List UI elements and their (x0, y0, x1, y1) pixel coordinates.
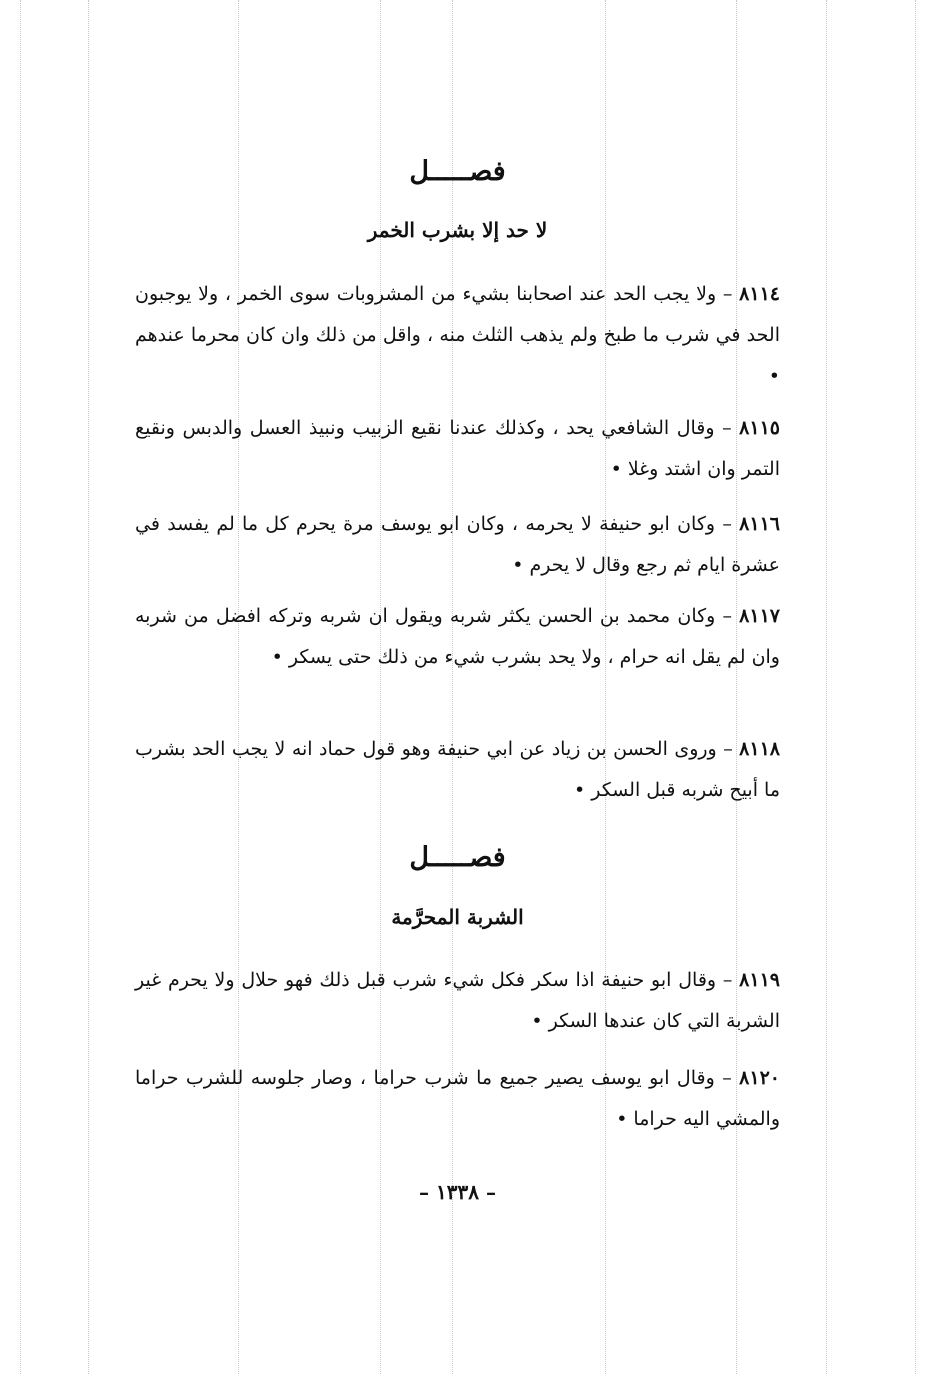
paragraph-text: وكان ابو حنيفة لا يحرمه ، وكان ابو يوسف مرة يحرم كل ما لم يفسد في عشرة ايام ثم رجع وقال لا يحرم • (135, 513, 780, 576)
paragraph-8119: ٨١١٩ – وقال ابو حنيفة اذا سكر فكل شيء شرب قبل ذلك فهو حلال ولا يحرم غير الشربة التي كان عندها السكر • (135, 969, 780, 1032)
paragraph-number: ٨١١٦ (739, 513, 780, 535)
paragraph-text: وروى الحسن بن زياد عن ابي حنيفة وهو قول حماد انه لا يجب الحد بشرب ما أبيح شربه قبل السكر • (135, 738, 780, 801)
section-title: لا حد إلا بشرب الخمر (367, 218, 548, 242)
paragraph-text: ولا يجب الحد عند اصحابنا بشيء من المشروبات سوى الخمر ، ولا يوجبون الحد في شرب ما طبخ ولم يذهب الثلث منه ، واقل من ذلك وان كان محرما عندهم • (135, 283, 780, 387)
section-heading: فصـــــل (409, 156, 506, 187)
paragraph-8116: ٨١١٦ – وكان ابو حنيفة لا يحرمه ، وكان ابو يوسف مرة يحرم كل ما لم يفسد في عشرة ايام ثم رجع وقال لا يحرم • (135, 513, 780, 576)
section-heading: فصـــــل (409, 842, 506, 873)
paragraph-text: وقال ابو يوسف يصير جميع ما شرب حراما ، وصار جلوسه للشرب حراما والمشي اليه حراما • (135, 1067, 780, 1130)
paragraph-text: وقال الشافعي يحد ، وكذلك عندنا نقيع الزبيب ونبيذ العسل والدبس ونقيع التمر وان اشتد وغلا • (135, 417, 780, 480)
section-title: الشربة المحرَّمة (391, 905, 524, 929)
paragraph-number: ٨١٢٠ (739, 1067, 780, 1089)
paragraph-number: ٨١١٩ (739, 969, 780, 991)
paragraph-number: ٨١١٧ (739, 605, 780, 627)
paragraph-8115: ٨١١٥ – وقال الشافعي يحد ، وكذلك عندنا نقيع الزبيب ونبيذ العسل والدبس ونقيع التمر وان اشتد وغلا • (135, 417, 780, 480)
paragraph-8117: ٨١١٧ – وكان محمد بن الحسن يكثر شربه ويقول ان شربه وتركه افضل من شربه وان لم يقل انه حرام ، ولا يحد بشرب شيء من ذلك حتى يسكر • (135, 605, 780, 668)
paragraph-8114: ٨١١٤ – ولا يجب الحد عند اصحابنا بشيء من المشروبات سوى الخمر ، ولا يوجبون الحد في شرب ما طبخ ولم يذهب الثلث منه ، واقل من ذلك وان كان محرما عندهم • (135, 283, 780, 387)
dotted-guide-line (238, 0, 239, 1374)
dotted-guide-line (88, 0, 89, 1374)
dotted-guide-line (605, 0, 606, 1374)
paragraph-number: ٨١١٤ (739, 283, 780, 305)
dotted-guide-line (20, 0, 21, 1374)
dotted-guide-line (915, 0, 916, 1374)
paragraph-text: وقال ابو حنيفة اذا سكر فكل شيء شرب قبل ذلك فهو حلال ولا يحرم غير الشربة التي كان عندها السكر • (135, 969, 780, 1032)
paragraph-8118: ٨١١٨ – وروى الحسن بن زياد عن ابي حنيفة وهو قول حماد انه لا يجب الحد بشرب ما أبيح شربه قبل السكر • (135, 738, 780, 801)
page-number: – ١٣٣٨ – (419, 1180, 496, 1204)
dotted-guide-line (380, 0, 381, 1374)
paragraph-number: ٨١١٨ (739, 738, 780, 760)
paragraph-text: وكان محمد بن الحسن يكثر شربه ويقول ان شربه وتركه افضل من شربه وان لم يقل انه حرام ، ولا يحد بشرب شيء من ذلك حتى يسكر • (135, 605, 780, 668)
dotted-guide-line (736, 0, 737, 1374)
dotted-guide-line (452, 0, 453, 1374)
paragraph-8120: ٨١٢٠ – وقال ابو يوسف يصير جميع ما شرب حراما ، وصار جلوسه للشرب حراما والمشي اليه حراما • (135, 1067, 780, 1130)
paragraph-number: ٨١١٥ (739, 417, 780, 439)
dotted-guide-line (826, 0, 827, 1374)
